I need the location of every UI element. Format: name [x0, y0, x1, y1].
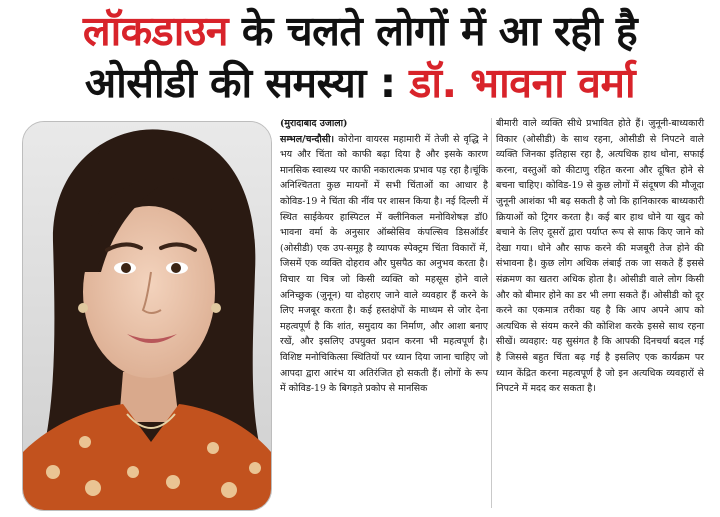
portrait-illustration: [23, 122, 271, 510]
article-column-2: [496, 116, 704, 397]
article-body-part-1: कोरोना वायरस महामारी में तेजी से वृद्धि ने भय और चिंता को काफी बढ़ा दिया है और इसके कारण मानसिक स्वास्थ्य पर काफी नकारात्मक प्रभाव पड़ रहा है।चूंकि अनिश्चितता कुछ मायनों में सभी चिंताओं का आधार है कोविड-19 ने चिंता की नींव पर शासन किया है। नई दिल्ली में स्थित साईकेयर हास्पिटल में क्लीनिकल मनोविशेषज्ञ डॉ0 भावना वर्मा के अनुसार ऑब्सेसिव कंपल्सिव डिसऑर्डर (ओसीडी) एक उप-समूह है व्यापक स्पेक्ट्रम चिंता विकारों में, जिसमें एक व्यक्ति दोहराव और घुसपैठ का अनुभव करता है। विचार या चित्र जो किसी व्यक्ति को महसूस होने वाले अनिच्छुक (जुनून) या दोहराए जाने वाले व्यवहार हैं करने के लिए मजबूर करता है। कई हस्तक्षेपों के माध्यम से जोर देना महत्वपूर्ण है कि शांत, समुदाय का निर्माण, और आशा बनाए रखें, और इसलिए उपयुक्त प्रदान करना भी महत्वपूर्ण है। विशिष्ट मनोचिकित्सा स्थितियों पर ध्यान दिया जाना चाहिए जो आपदा द्वारा आरंभ या अतिरंजित हो सकती हैं। लोगों के रूप में कोविड-19 के बिगड़ते प्रकोप से मानसिक: [280, 133, 489, 395]
column-divider: [491, 118, 492, 508]
article-body-part-2: बीमारी वाले व्यक्ति सीधे प्रभावित होते हैं। जुनूनी-बाध्यकारी विकार (ओसीडी) के साथ रहना, ओसीडी से निपटने वाले व्यक्ति जिनका इतिहास रहा है, अत्यधिक हाथ धोना, सफाई करना, वस्तुओं को कीटाणु रहित करना और दूषित होने से बचना चाहिए। कोविड-19 से कुछ लोगों में संदूषण की मौजूदा जुनूनी आशंका भी बढ़ सकती है जो कि हानिकारक बाध्यकारी क्रियाओं को ट्रिगर करता है। कई बार हाथ धोने या खुद को बचाने के लिए दूसरों द्वारा पर्याप्त रूप से साफ किए जाने को देखा गया। धोने और साफ करने की मजबूरी तेज होने की संभावना है। कुछ लोग अधिक लंबाई तक जा सकते हैं इससे संक्रमण का खतरा अधिक होता है। ओसीडी वाले लोग किसी और को बीमार होने का डर भी लगा सकते हैं। ओसीडी को दूर करने का एकमात्र तरीका यह है कि आप अपने आप को अत्यधिक से संयम करने की कोशिश करके इससे साथ रहना सीखें। व्यवहार: यह सुसंगत है कि आपकी दिनचर्या बदल गई है जिससे बहुत चिंता बढ़ गई है इसलिए एक कार्यक्रम पर ध्यान केंद्रित करना महत्वपूर्ण है जो इन अत्यधिक व्यवहारों से निपटने में मदद कर सकता है।: [496, 118, 704, 395]
article-dateline: सम्भल/चन्दौसी।: [280, 133, 335, 145]
headline-line-1: [0, 6, 720, 56]
headline-red-word: लॉकडाउन: [82, 7, 229, 55]
article-column-1: [280, 116, 488, 397]
headline-person-name: डॉ. भावना वर्मा: [409, 59, 636, 107]
headline-line-2: [0, 58, 720, 108]
headline-line1-rest: के चलते लोगों में आ रही है: [241, 7, 638, 55]
article-source: (मुरादाबाद उजाला): [280, 118, 348, 129]
portrait-photo: [22, 121, 272, 511]
headline-topic: ओसीडी की समस्या :: [84, 59, 396, 107]
